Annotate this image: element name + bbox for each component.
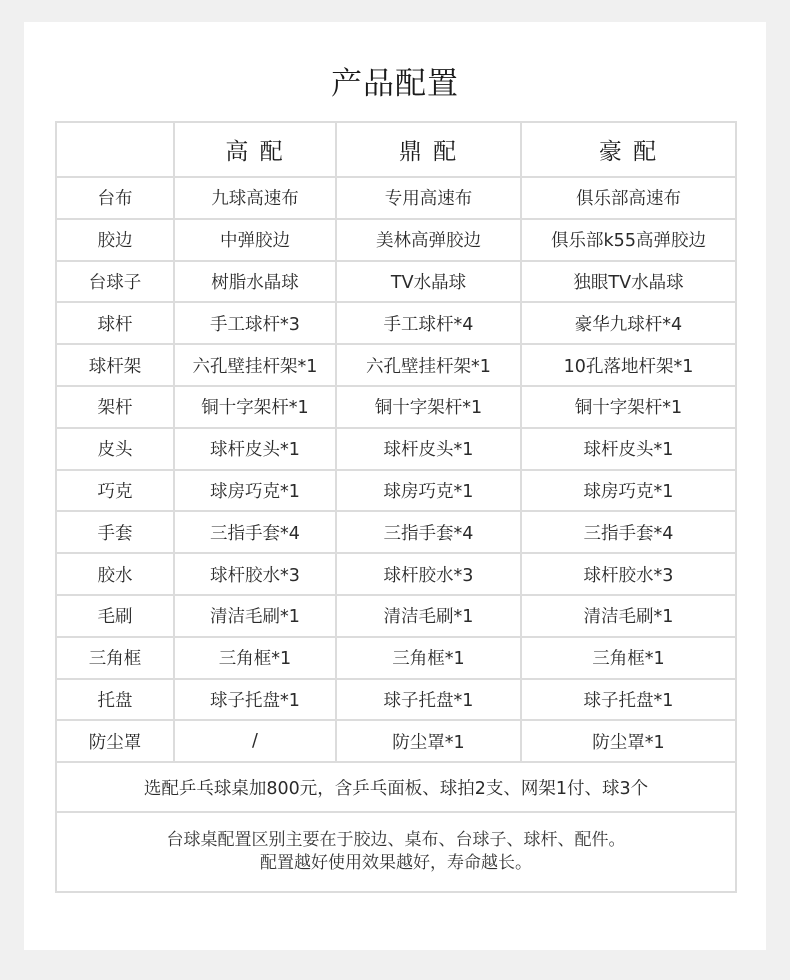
table-cell: / — [174, 720, 336, 762]
table-row — [56, 637, 736, 679]
table-cell: 九球高速布 — [174, 177, 336, 219]
row-label: 台球子 — [56, 261, 174, 303]
footer-line-2: 配置越好使用效果越好，寿命越长。 — [260, 853, 532, 874]
table-row — [56, 511, 736, 553]
column-header-high: 高 配 — [174, 122, 336, 177]
row-label: 球杆 — [56, 302, 174, 344]
option-note: 选配乒乓球桌加800元，含乒乓面板、球拍2支、网架1付、球3个 — [56, 762, 736, 812]
row-label: 皮头 — [56, 428, 174, 470]
table-cell: 清洁毛刷*1 — [174, 595, 336, 637]
table-cell: 三角框*1 — [521, 637, 736, 679]
table-cell: 球房巧克*1 — [336, 470, 521, 512]
row-label: 三角框 — [56, 637, 174, 679]
table-row — [56, 219, 736, 261]
table-cell: 球杆皮头*1 — [174, 428, 336, 470]
table-cell: 专用高速布 — [336, 177, 521, 219]
table-cell: 球房巧克*1 — [521, 470, 736, 512]
row-label: 台布 — [56, 177, 174, 219]
table-cell: 铜十字架杆*1 — [336, 386, 521, 428]
table-cell: 球子托盘*1 — [521, 679, 736, 721]
table-cell: 六孔壁挂杆架*1 — [174, 344, 336, 386]
table-cell: 手工球杆*3 — [174, 302, 336, 344]
row-label: 防尘罩 — [56, 720, 174, 762]
table-row — [56, 428, 736, 470]
table-cell: 球房巧克*1 — [174, 470, 336, 512]
table-cell: 清洁毛刷*1 — [336, 595, 521, 637]
table-cell: 清洁毛刷*1 — [521, 595, 736, 637]
row-label: 毛刷 — [56, 595, 174, 637]
table-cell: 球子托盘*1 — [174, 679, 336, 721]
table-cell: 球杆皮头*1 — [521, 428, 736, 470]
table-cell: 三指手套*4 — [174, 511, 336, 553]
column-header-ding: 鼎 配 — [336, 122, 521, 177]
table-cell: TV水晶球 — [336, 261, 521, 303]
table-row — [56, 679, 736, 721]
table-row — [56, 470, 736, 512]
table-cell: 三角框*1 — [336, 637, 521, 679]
table-row — [56, 261, 736, 303]
table-cell: 三指手套*4 — [521, 511, 736, 553]
table-cell: 俱乐部高速布 — [521, 177, 736, 219]
row-label: 胶水 — [56, 553, 174, 595]
table-cell: 豪华九球杆*4 — [521, 302, 736, 344]
table-row — [56, 177, 736, 219]
table-cell: 树脂水晶球 — [174, 261, 336, 303]
table-cell: 球杆胶水*3 — [521, 553, 736, 595]
row-label: 手套 — [56, 511, 174, 553]
table-cell: 铜十字架杆*1 — [174, 386, 336, 428]
table-cell: 球子托盘*1 — [336, 679, 521, 721]
table-cell: 美林高弹胶边 — [336, 219, 521, 261]
row-label: 巧克 — [56, 470, 174, 512]
footer-line-1: 台球桌配置区别主要在于胶边、桌布、台球子、球杆、配件。 — [166, 830, 626, 851]
row-label: 球杆架 — [56, 344, 174, 386]
table-row — [56, 720, 736, 762]
footer-note — [56, 812, 736, 892]
table-cell: 防尘罩*1 — [336, 720, 521, 762]
row-label: 胶边 — [56, 219, 174, 261]
table-row — [56, 344, 736, 386]
config-table — [55, 121, 737, 893]
table-cell: 球杆皮头*1 — [336, 428, 521, 470]
row-label: 架杆 — [56, 386, 174, 428]
table-row — [56, 302, 736, 344]
table-cell: 独眼TV水晶球 — [521, 261, 736, 303]
table-cell: 防尘罩*1 — [521, 720, 736, 762]
table-cell: 三角框*1 — [174, 637, 336, 679]
table-row — [56, 386, 736, 428]
column-header-luxury: 豪 配 — [521, 122, 736, 177]
table-cell: 六孔壁挂杆架*1 — [336, 344, 521, 386]
table-cell: 球杆胶水*3 — [336, 553, 521, 595]
page-title: 产品配置 — [331, 66, 459, 102]
product-config-card — [24, 22, 766, 950]
table-row — [56, 595, 736, 637]
table-cell: 中弹胶边 — [174, 219, 336, 261]
option-note-row — [56, 762, 736, 812]
table-cell: 三指手套*4 — [336, 511, 521, 553]
column-header-empty — [56, 122, 174, 177]
table-cell: 手工球杆*4 — [336, 302, 521, 344]
footer-row — [56, 812, 736, 892]
table-cell: 球杆胶水*3 — [174, 553, 336, 595]
table-cell: 俱乐部k55高弹胶边 — [521, 219, 736, 261]
row-label: 托盘 — [56, 679, 174, 721]
table-cell: 铜十字架杆*1 — [521, 386, 736, 428]
table-header-row — [56, 122, 736, 177]
table-row — [56, 553, 736, 595]
table-cell: 10孔落地杆架*1 — [521, 344, 736, 386]
